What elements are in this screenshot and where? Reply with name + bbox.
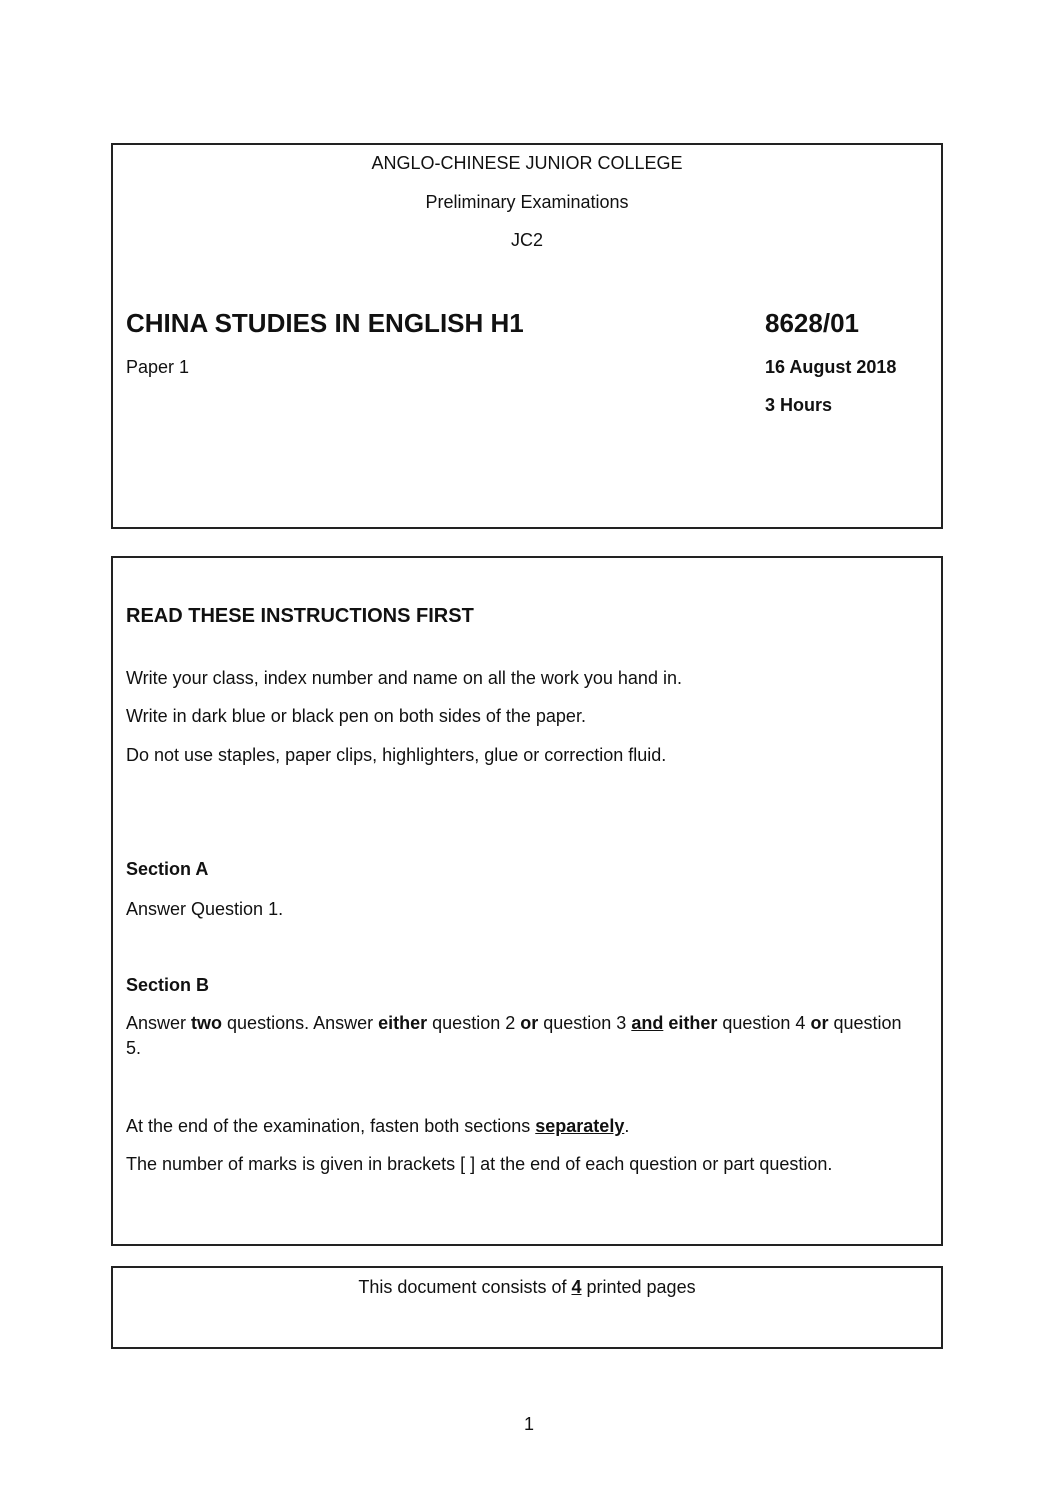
level-label: JC2 bbox=[510, 230, 543, 250]
exam-duration: 3 Hours bbox=[765, 395, 833, 415]
exam-name: Preliminary Examinations bbox=[425, 192, 629, 212]
paper-label: Paper 1 bbox=[126, 357, 190, 377]
section-b-title: Section B bbox=[126, 975, 210, 995]
marks-note: The number of marks is given in brackets [ ] at the end of each question or part question. bbox=[126, 1154, 833, 1174]
institution-name: ANGLO-CHINESE JUNIOR COLLEGE bbox=[371, 153, 683, 173]
section-b-text: Answer two questions. Answer either question 2 or question 3 and either question 4 or question 5. bbox=[126, 1013, 902, 1058]
section-a-text: Answer Question 1. bbox=[126, 899, 284, 919]
section-a-title: Section A bbox=[126, 859, 209, 879]
paper-code: 8628/01 bbox=[765, 308, 859, 338]
instruction-line: Write your class, index number and name on all the work you hand in. bbox=[126, 668, 682, 688]
page-count-box bbox=[111, 1266, 943, 1349]
subject-title: CHINA STUDIES IN ENGLISH H1 bbox=[126, 308, 524, 338]
instruction-line: Write in dark blue or black pen on both sides of the paper. bbox=[126, 706, 586, 726]
end-note: At the end of the examination, fasten both sections separately. bbox=[126, 1116, 630, 1136]
instructions-heading: READ THESE INSTRUCTIONS FIRST bbox=[126, 605, 474, 627]
instruction-line: Do not use staples, paper clips, highlighters, glue or correction fluid. bbox=[126, 745, 667, 765]
exam-header-box bbox=[111, 143, 943, 529]
exam-date: 16 August 2018 bbox=[765, 357, 897, 377]
page-count-text: This document consists of 4 printed pages bbox=[358, 1277, 696, 1297]
instructions-box bbox=[111, 556, 943, 1246]
page-number: 1 bbox=[523, 1414, 534, 1434]
